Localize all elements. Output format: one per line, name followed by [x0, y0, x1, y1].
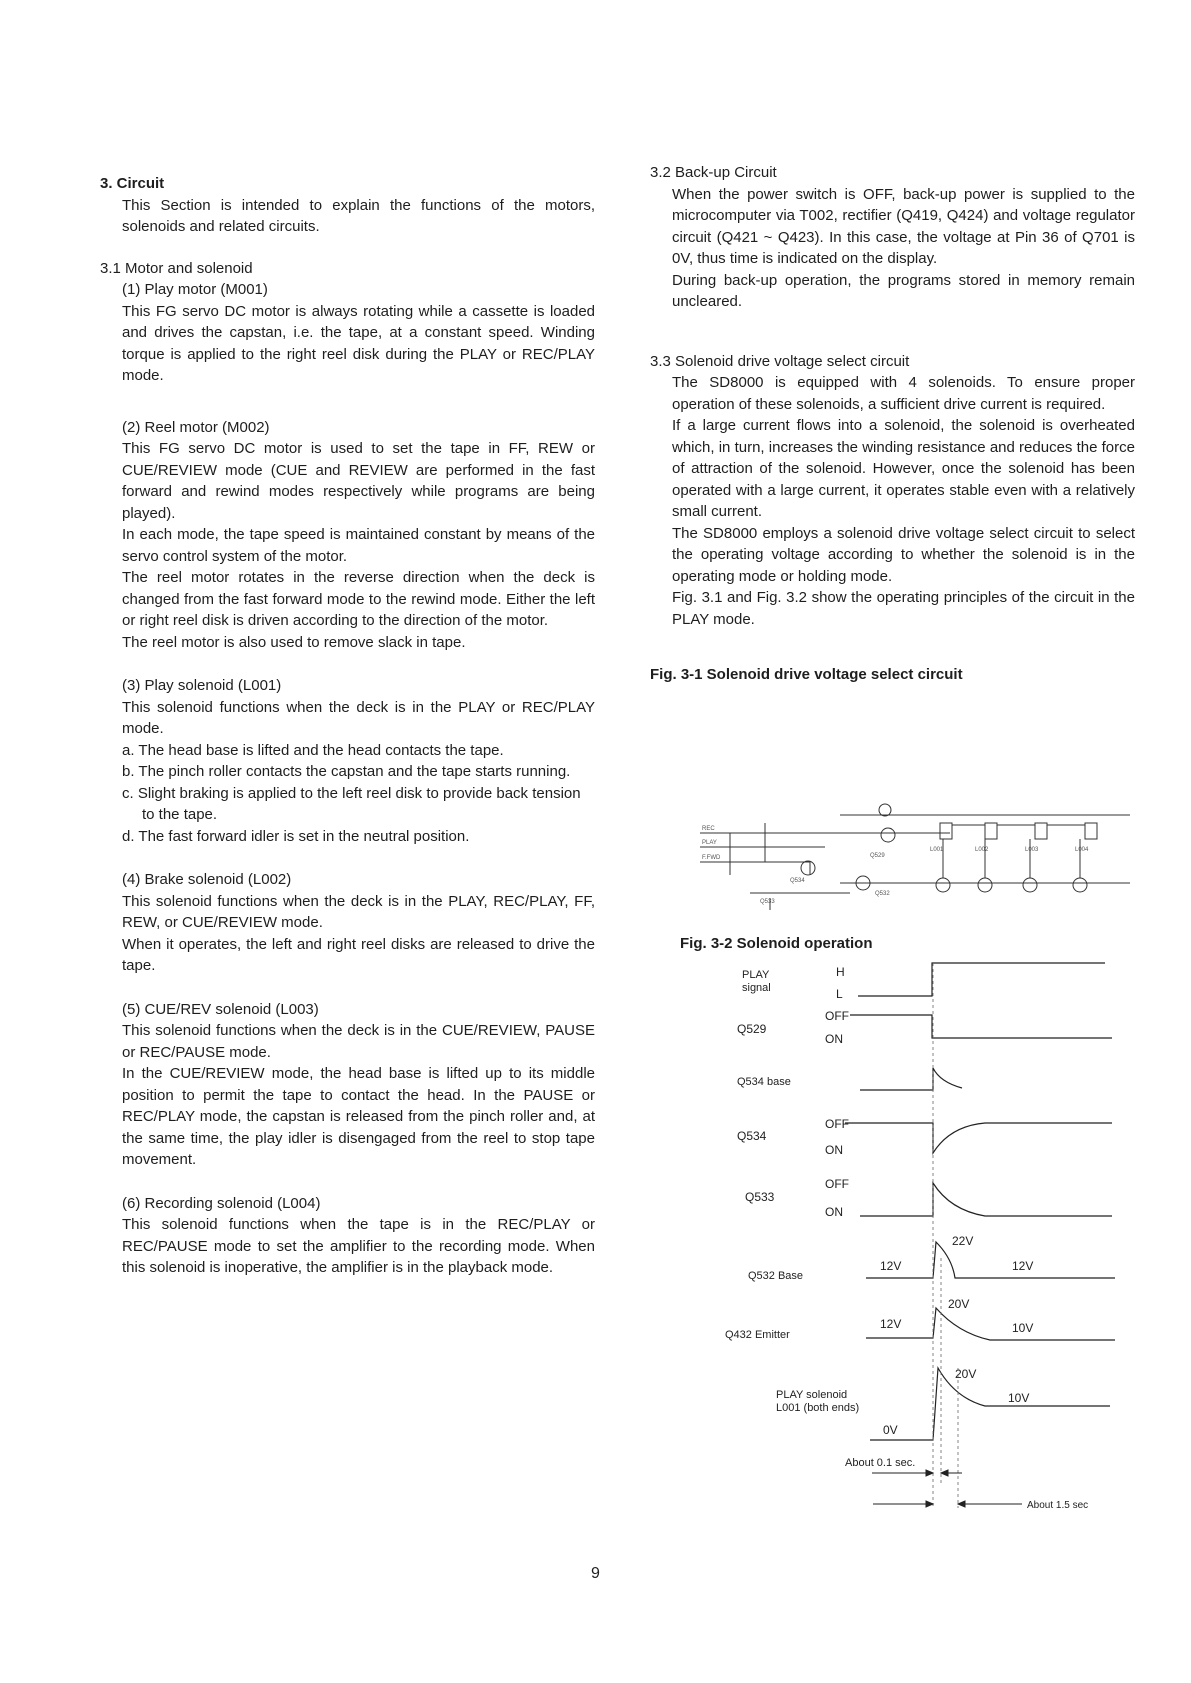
play-signal-waveform — [858, 963, 1105, 996]
play-signal-label: PLAY — [742, 969, 770, 981]
q533-waveform — [860, 1183, 1112, 1216]
off-label-3: OFF — [825, 1177, 849, 1191]
drive-select-p4: Fig. 3.1 and Fig. 3.2 show the operating principles of the circuit in the PLAY mode. — [672, 589, 1135, 628]
right-column — [650, 162, 1135, 686]
about-01-sec-label: About 0.1 sec. — [845, 1457, 916, 1469]
q532-label: Q532 — [875, 891, 890, 897]
v12c-label: 12V — [880, 1317, 902, 1331]
q534-base-label: Q534 base — [737, 1076, 791, 1088]
section-3-3-title: 3.3 Solenoid drive voltage select circuit — [650, 352, 910, 370]
section-3-text: This Section is intended to explain the functions of the motors, solenoids and related circuits. — [122, 196, 595, 235]
reel-motor-p3: The reel motor rotates in the reverse direction when the deck is changed from the fast forward mode to the rewind mode. Either the left or right reel disk is driven according to the direction of the motor. — [122, 569, 595, 629]
v10b-label: 10V — [1008, 1391, 1030, 1405]
reel-motor-title: (2) Reel motor (M002) — [122, 418, 270, 436]
drive-select-p3: The SD8000 employs a solenoid drive voltage select circuit to select the operating voltage according to whether the solenoid is in the operating mode or holding mode. — [672, 524, 1135, 585]
l004-label: L004 — [1075, 847, 1089, 853]
backup-p2: During back-up operation, the programs stored in memory remain uncleared. — [672, 271, 1135, 310]
brake-solenoid-title: (4) Brake solenoid (L002) — [122, 871, 292, 888]
play-motor-text: This FG servo DC motor is always rotating while a cassette is loaded and drives the capstan, i.e. the tape, at a constant speed. Winding torque is applied to the right reel disk during the PLAY or REC/PLAY mode. — [122, 302, 595, 384]
backup-p1: When the power switch is OFF, back-up power is supplied to the microcomputer via T002, rectifier (Q419, Q424) and voltage regulator circuit (Q421 ~ Q423). In this case, the voltage at Pin 36 of Q701 is 0V, thus time is indicated on the display. — [672, 185, 1135, 267]
page-number: 9 — [591, 1565, 600, 1582]
fig-3-2-timing-diagram — [700, 958, 1130, 1548]
drive-select-p2: If a large current flows into a solenoid, the solenoid is overheated which, in turn, increases the winding resistance and reduces the force of attraction of the solenoid. However, once the solenoid has been operated with a large current, it operates stable even with a relatively small current. — [672, 417, 1135, 520]
v20b-label: 20V — [955, 1367, 977, 1381]
v12b-label: 12V — [1012, 1259, 1034, 1273]
v12a-label: 12V — [880, 1259, 902, 1273]
h-label: H — [836, 965, 845, 979]
off-label-2: OFF — [825, 1117, 849, 1131]
q534-waveform — [845, 1123, 1112, 1153]
q534-label: Q534 — [790, 878, 805, 884]
cue-rev-solenoid-title: (5) CUE/REV solenoid (L003) — [122, 1000, 319, 1018]
v22-label: 22V — [952, 1234, 974, 1248]
q532-base-waveform — [866, 1242, 1115, 1278]
drive-select-p1: The SD8000 is equipped with 4 solenoids. To ensure proper operation of these solenoids, a sufficient drive current is required. — [672, 374, 1135, 413]
left-column — [100, 173, 595, 1279]
reel-motor-p4: The reel motor is also used to remove slack in tape. — [122, 633, 466, 651]
q529-label: Q529 — [737, 1022, 767, 1036]
l001-label: L001 — [930, 847, 944, 853]
brake-solenoid-p2: When it operates, the left and right reel disks are released to drive the tape. — [122, 935, 595, 974]
q432-emitter-label: Q432 Emitter — [725, 1329, 790, 1341]
l002-label: L002 — [975, 847, 989, 853]
play-solenoid-label: PLAY solenoid — [776, 1389, 848, 1401]
cue-rev-solenoid-p1: This solenoid functions when the deck is in the CUE/REVIEW, PAUSE or REC/PAUSE mode. — [122, 1022, 595, 1061]
section-3-1-title: 3.1 Motor and solenoid — [100, 259, 253, 277]
fig-3-1-caption: Fig. 3-1 Solenoid drive voltage select circuit — [650, 666, 963, 683]
recording-solenoid-text: This solenoid functions when the tape is in the REC/PLAY or REC/PAUSE mode to set the amplifier to the recording mode. When this solenoid is inoperative, the amplifier is in the playback mode. — [122, 1216, 595, 1276]
list-item: c. Slight braking is applied to the left reel disk to provide back tension to the tape. — [122, 784, 581, 823]
on-label-2: ON — [825, 1143, 843, 1157]
q534-base-waveform — [860, 1068, 962, 1090]
brake-solenoid-p1: This solenoid functions when the deck is in the PLAY, REC/PLAY, FF, REW, or CUE/REVIEW mode. — [122, 892, 595, 931]
l001-both-label: L001 (both ends) — [776, 1402, 860, 1414]
ffw-label: F.FWD — [702, 855, 721, 861]
list-item: b. The pinch roller contacts the capstan and the tape starts running. — [122, 763, 571, 780]
v10a-label: 10V — [1012, 1321, 1034, 1335]
q534-label: Q534 — [737, 1129, 767, 1143]
l003-label: L003 — [1025, 847, 1039, 853]
section-3-2-title: 3.2 Back-up Circuit — [650, 164, 777, 181]
play-label: PLAY — [702, 840, 717, 846]
on-label-1: ON — [825, 1032, 843, 1046]
signal-label: signal — [742, 982, 771, 994]
v0-label: 0V — [883, 1423, 898, 1437]
q533-label: Q533 — [745, 1190, 775, 1204]
q432-emitter-waveform — [866, 1308, 1115, 1340]
q529-label: Q529 — [870, 853, 885, 859]
l-label: L — [836, 987, 843, 1001]
cue-rev-solenoid-p2: In the CUE/REVIEW mode, the head base is lifted up to its middle position to permit the tape to contact the head. In the PAUSE or REC/PLAY mode, the capstan is released from the pinch roller and, at the same time, the play idler is disengaged from the reel to stop tape movement. — [122, 1065, 595, 1168]
play-solenoid-text: This solenoid functions when the deck is in the PLAY or REC/PLAY mode. — [122, 698, 595, 737]
reel-motor-p2: In each mode, the tape speed is maintained constant by means of the servo control system of the motor. — [122, 526, 595, 565]
play-solenoid-waveform — [870, 1368, 1110, 1440]
play-motor-title: (1) Play motor (M001) — [122, 281, 268, 298]
list-item: d. The fast forward idler is set in the neutral position. — [122, 827, 470, 845]
about-15-sec-label: About 1.5 sec — [1027, 1500, 1089, 1511]
on-label-3: ON — [825, 1205, 843, 1219]
rec-label: REC — [702, 826, 715, 832]
recording-solenoid-title: (6) Recording solenoid (L004) — [122, 1194, 321, 1212]
v20a-label: 20V — [948, 1297, 970, 1311]
fig-3-1-schematic — [690, 795, 1150, 920]
q529-waveform — [850, 1015, 1112, 1038]
q533-label: Q533 — [760, 899, 775, 905]
q532-base-label: Q532 Base — [748, 1270, 804, 1282]
play-solenoid-title: (3) Play solenoid (L001) — [122, 677, 282, 694]
off-label-1: OFF — [825, 1009, 849, 1023]
reel-motor-p1: This FG servo DC motor is used to set the tape in FF, REW or CUE/REVIEW mode (CUE and REVIEW are performed in the fast forward and rewind modes respectively while programs are being played). — [122, 440, 595, 522]
fig-3-2-caption: Fig. 3-2 Solenoid operation — [680, 935, 873, 952]
section-3-title: 3. Circuit — [100, 175, 165, 192]
list-item: a. The head base is lifted and the head contacts the tape. — [122, 741, 504, 759]
